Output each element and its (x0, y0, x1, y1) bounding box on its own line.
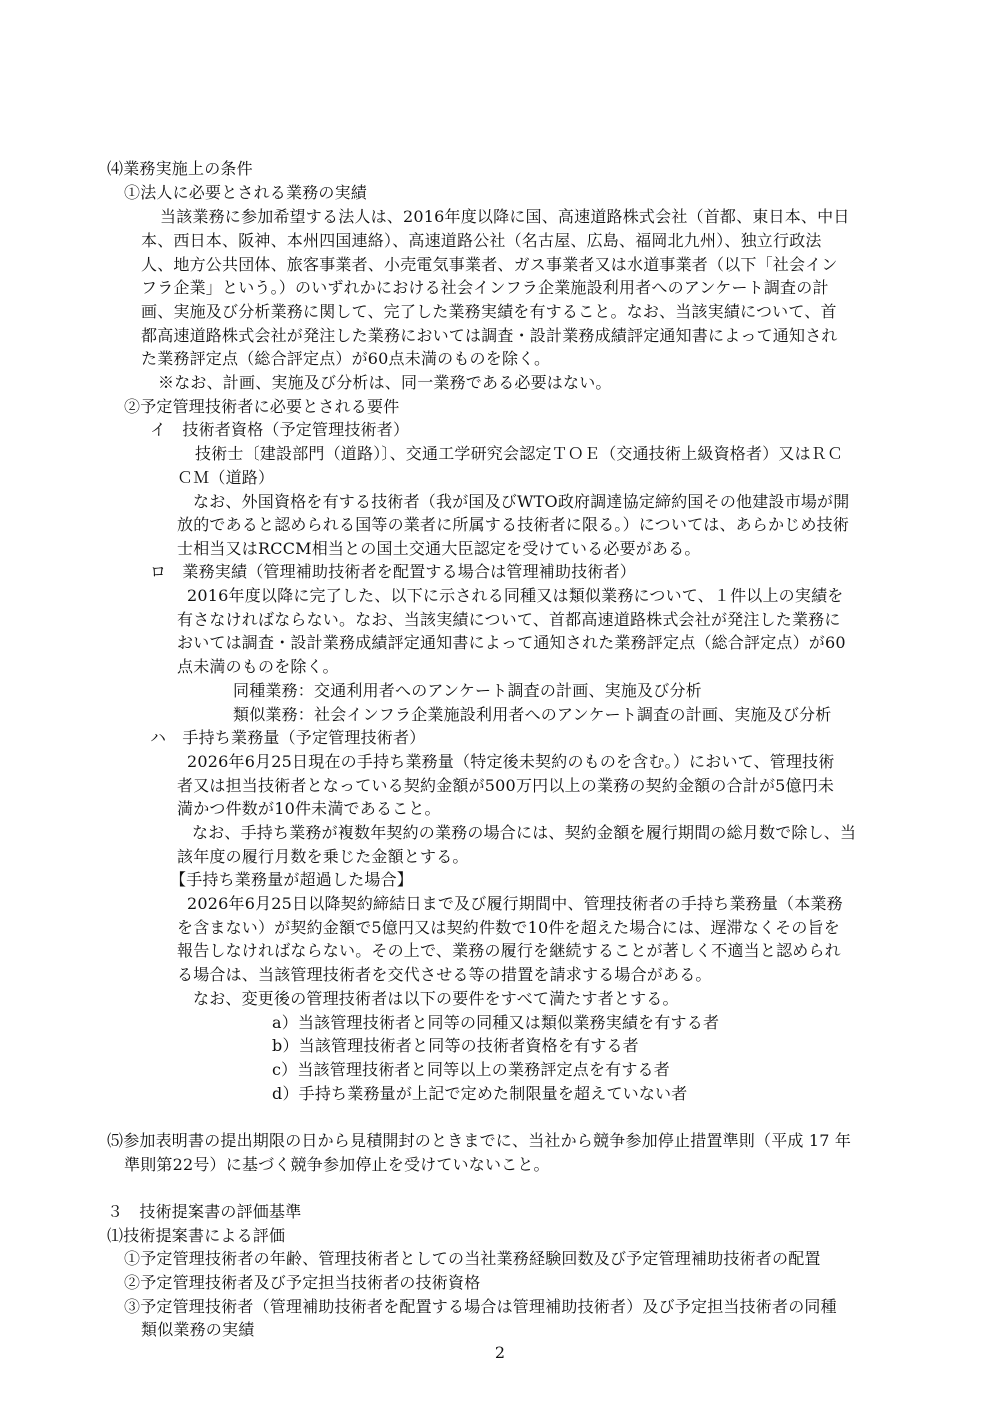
section-5-line: ⑸参加表明書の提出期限の日から見積開封のときまでに、当社から競争参加停止措置準則（平成 17 年 (107, 1131, 852, 1150)
paragraph-line: る場合は、当該管理技術者を交代させる等の措置を請求する場合がある。 (177, 965, 712, 984)
evaluation-item: ①予定管理技術者の年齢、管理技術者としての当社業務経験回数及び予定管理補助技術者の配置 (124, 1249, 821, 1268)
same-kind-work: 同種業務：交通利用者へのアンケート調査の計画、実施及び分析 (233, 681, 702, 700)
paragraph-line: 有さなければならない。なお、当該実績について、首都高速道路株式会社が発注した業務に (177, 610, 841, 629)
paragraph-line: なお、変更後の管理技術者は以下の要件をすべて満たす者とする。 (193, 989, 679, 1008)
paragraph-line: なお、外国資格を有する技術者（我が国及びWTO政府調達協定締約国その他建設市場が開 (193, 492, 850, 511)
paragraph-line: 者又は担当技術者となっている契約金額が500万円以上の業務の契約金額の合計が5億円未 (177, 776, 835, 795)
paragraph-line: 該年度の履行月数を乗じた金額とする。 (177, 847, 469, 866)
evaluation-item: ③予定管理技術者（管理補助技術者を配置する場合は管理補助技術者）及び予定担当技術者の同種 (124, 1297, 837, 1316)
paragraph-line: 画、実施及び分析業務に関して、完了した業務実績を有すること。なお、当該実績について、首 (141, 302, 837, 321)
paragraph-line: 本、西日本、阪神、本州四国連絡）、高速道路公社（名古屋、広島、福岡北九州）、独立行政法 (141, 231, 822, 250)
paragraph-line: 都高速道路株式会社が発注した業務においては調査・設計業務成績評定通知書によって通知され (141, 326, 838, 345)
paragraph-line: 当該業務に参加希望する法人は、2016年度以降に国、高速道路株式会社（首都、東日本、中日 (160, 207, 850, 226)
paragraph-line: 報告しなければならない。その上で、業務の履行を継続することが著しく不適当と認められ (177, 941, 841, 960)
paragraph-line: なお、手持ち業務が複数年契約の業務の場合には、契約金額を履行期間の総月数で除し、当 (192, 823, 857, 842)
paragraph-line: 人、地方公共団体、旅客事業者、小売電気事業者、ガス事業者又は水道事業者（以下「社会イン (141, 255, 838, 274)
paragraph-line: 2026年6月25日現在の手持ち業務量（特定後未契約のものを含む。）において、管理技術 (187, 752, 835, 771)
paragraph-line: を含まない）が契約金額で5億円又は契約件数で10件を超えた場合には、遅滞なくその旨を (177, 918, 840, 937)
condition-item: c）当該管理技術者と同等以上の業務評定点を有する者 (272, 1060, 670, 1079)
section-4-heading: ⑷業務実施上の条件 (107, 159, 253, 178)
condition-item: b）当該管理技術者と同等の技術者資格を有する者 (272, 1036, 639, 1055)
paragraph-line: 技術士〔建設部門（道路）〕、交通工学研究会認定ＴＯＥ（交通技術上級資格者）又はＲＣ (195, 444, 844, 463)
paragraph-line: 満かつ件数が10件未満であること。 (177, 799, 441, 818)
page-number: 2 (494, 1343, 506, 1362)
item-ha-heading: ハ 手持ち業務量（予定管理技術者） (150, 728, 426, 747)
chapter-3-heading: ３ 技術提案書の評価基準 (107, 1202, 302, 1221)
note-line: ※なお、計画、実施及び分析は、同一業務である必要はない。 (158, 373, 612, 392)
evaluation-item-continued: 類似業務の実績 (141, 1320, 255, 1339)
item-ro-heading: ロ 業務実績（管理補助技術者を配置する場合は管理補助技術者） (150, 562, 637, 581)
condition-item: a）当該管理技術者と同等の同種又は類似業務実績を有する者 (272, 1013, 720, 1032)
section-5-line: 準則第22号）に基づく競争参加停止を受けていないこと。 (124, 1155, 550, 1174)
paragraph-line: ＣＭ（道路） (177, 468, 275, 487)
paragraph-line: 2026年6月25日以降契約締結日まで及び履行期間中、管理技術者の手持ち業務量（本業務 (187, 894, 843, 913)
item-i-heading: イ 技術者資格（予定管理技術者） (150, 420, 410, 439)
paragraph-line: 2016年度以降に完了した、以下に示される同種又は類似業務について、１件以上の実績を (187, 586, 844, 605)
condition-item: d）手持ち業務量が上記で定めた制限量を超えていない者 (272, 1084, 688, 1103)
requirement-1-heading: ①法人に必要とされる業務の実績 (124, 183, 368, 202)
paragraph-line: 士相当又はRCCM相当との国土交通大臣認定を受けている必要がある。 (177, 539, 701, 558)
evaluation-item: ②予定管理技術者及び予定担当技術者の技術資格 (124, 1273, 481, 1292)
paragraph-line: おいては調査・設計業務成績評定通知書によって通知された業務評定点（総合評定点）が60 (177, 633, 846, 652)
paragraph-line: た業務評定点（総合評定点）が60点未満のものを除く。 (141, 349, 551, 368)
similar-work: 類似業務：社会インフラ企業施設利用者へのアンケート調査の計画、実施及び分析 (233, 705, 832, 724)
paragraph-line: フラ企業」という。）のいずれかにおける社会インフラ企業施設利用者へのアンケート調査の計 (141, 278, 829, 297)
requirement-2-heading: ②予定管理技術者に必要とされる要件 (124, 397, 400, 416)
paragraph-line: 点未満のものを除く。 (177, 657, 339, 676)
paragraph-line: 放的であると認められる国等の業者に所属する技術者に限る。）については、あらかじめ技術 (177, 515, 850, 534)
evaluation-heading: ⑴技術提案書による評価 (107, 1226, 286, 1245)
overload-heading: 【手持ち業務量が超過した場合】 (170, 870, 414, 889)
